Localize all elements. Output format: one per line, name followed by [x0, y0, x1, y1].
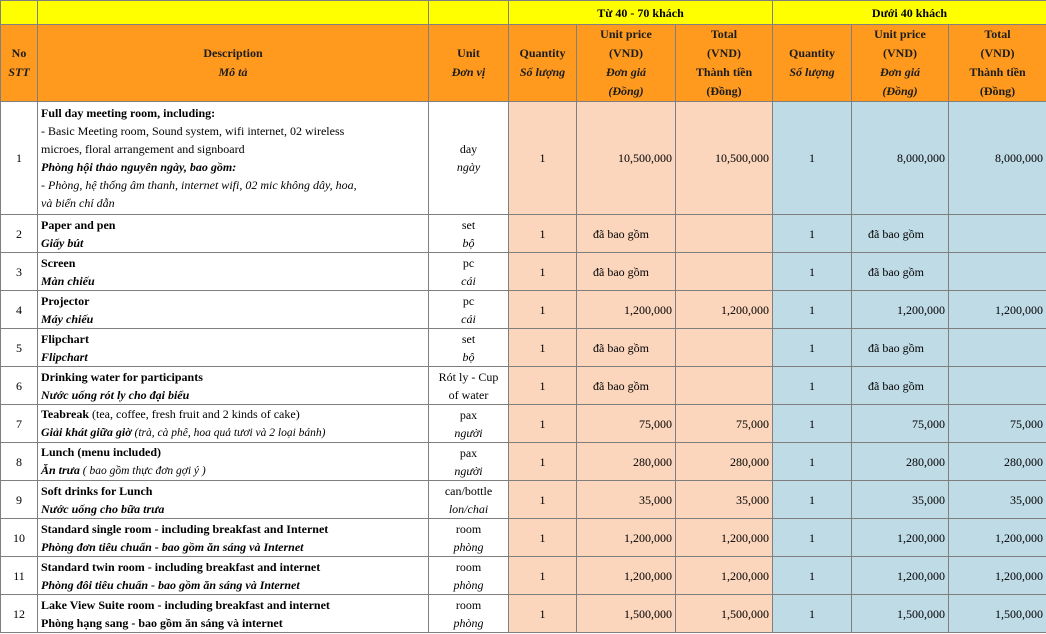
- row-description: [38, 595, 429, 633]
- desc-extra-vi: ( bao gồm thực đơn gợi ý ): [79, 465, 206, 477]
- desc-line-en: [41, 254, 425, 272]
- group-under-40-header: Dưới 40 khách: [773, 1, 1046, 25]
- col-header-unit-price-1: [577, 25, 676, 102]
- total-under-40: 35,000: [949, 481, 1046, 519]
- header-desc-vi: Mô tả: [218, 65, 248, 79]
- total-40-70: 75,000: [676, 405, 773, 443]
- price-under-40: 280,000: [852, 443, 949, 481]
- table-row: [1, 557, 1046, 595]
- qty-40-70: 1: [509, 557, 577, 595]
- qty-under-40: 1: [773, 595, 852, 633]
- price-under-40: đã bao gồm: [852, 329, 949, 367]
- qty-under-40: 1: [773, 215, 852, 253]
- row-unit: [429, 557, 509, 595]
- table-row: [1, 481, 1046, 519]
- total-40-70: 1,200,000: [676, 519, 773, 557]
- table-row: [1, 291, 1046, 329]
- desc-line-vi: [41, 386, 425, 404]
- desc-line-en: [41, 368, 425, 386]
- desc-line-vi: và biển chỉ dẫn: [41, 196, 115, 210]
- desc-title-vi: Flipchart: [41, 349, 88, 364]
- header-price-en2: (VND): [609, 46, 643, 60]
- unit-en: Rót ly - Cup: [438, 369, 499, 384]
- qty-40-70: 1: [509, 481, 577, 519]
- desc-title-vi: Phòng hội thảo nguyên ngày, bao gồm:: [41, 160, 237, 174]
- desc-line-en: [41, 216, 425, 234]
- desc-extra-en: (tea, coffee, fresh fruit and 2 kinds of cake): [89, 407, 300, 421]
- row-description: [38, 481, 429, 519]
- header-no-vi: STT: [8, 65, 30, 79]
- row-number: 9: [1, 481, 38, 519]
- desc-title-en: Projector: [41, 293, 90, 308]
- price-under-40: 1,200,000: [852, 291, 949, 329]
- row-description: [38, 291, 429, 329]
- row-description: [38, 253, 429, 291]
- total-40-70: 280,000: [676, 443, 773, 481]
- header-price-en2: (VND): [883, 46, 917, 60]
- price-under-40: đã bao gồm: [852, 367, 949, 405]
- row-description: [38, 405, 429, 443]
- total-40-70: 1,500,000: [676, 595, 773, 633]
- desc-title-vi: Màn chiếu: [41, 273, 95, 288]
- column-header-row: [1, 25, 1046, 102]
- unit-vi: lon/chai: [448, 501, 489, 516]
- group-header-row: [1, 1, 1046, 25]
- table-row: [1, 519, 1046, 557]
- header-unit-en: Unit: [457, 46, 480, 60]
- unit-vi: bộ: [462, 349, 475, 364]
- desc-line-vi: [41, 348, 425, 366]
- header-price-vi2: (Đồng): [882, 84, 918, 98]
- row-description: [38, 215, 429, 253]
- total-under-40: 8,000,000: [949, 102, 1046, 215]
- total-under-40: [949, 367, 1046, 405]
- total-under-40: [949, 215, 1046, 253]
- row-unit: [429, 215, 509, 253]
- desc-line-en: [41, 596, 425, 614]
- col-header-no: [1, 25, 38, 102]
- qty-40-70: 1: [509, 291, 577, 329]
- row-unit: [429, 405, 509, 443]
- desc-title-vi: Máy chiếu: [41, 311, 94, 326]
- desc-title-en: Soft drinks for Lunch: [41, 483, 153, 498]
- desc-line-vi: [41, 310, 425, 328]
- row-unit: [429, 329, 509, 367]
- row-number: 7: [1, 405, 38, 443]
- row-unit: [429, 291, 509, 329]
- desc-title-en: Paper and pen: [41, 217, 116, 232]
- col-header-unit: [429, 25, 509, 102]
- price-40-70: 1,200,000: [577, 519, 676, 557]
- header-qty-en: Quantity: [519, 46, 566, 60]
- row-number: 3: [1, 253, 38, 291]
- row-number: 2: [1, 215, 38, 253]
- qty-under-40: 1: [773, 367, 852, 405]
- table-row: [1, 102, 1046, 215]
- total-40-70: [676, 253, 773, 291]
- header-qty-vi: Số lượng: [519, 65, 566, 79]
- yellow-cell: [38, 1, 429, 25]
- unit-en: room: [455, 521, 482, 536]
- qty-40-70: 1: [509, 519, 577, 557]
- desc-title-en: Lunch (menu included): [41, 445, 162, 459]
- desc-title-en: Flipchart: [41, 331, 89, 346]
- unit-vi: phòng: [453, 615, 484, 630]
- desc-line-en: [41, 330, 425, 348]
- qty-40-70: 1: [509, 367, 577, 405]
- table-row: [1, 405, 1046, 443]
- group-40-70-header: Từ 40 - 70 khách: [509, 1, 773, 25]
- unit-vi: bộ: [462, 235, 475, 250]
- desc-title-en: Full day meeting room, including:: [41, 106, 216, 120]
- header-total-en1: Total: [710, 27, 738, 41]
- total-under-40: 1,200,000: [949, 291, 1046, 329]
- desc-title-vi: Giấy bút: [41, 235, 84, 250]
- header-total-en1: Total: [984, 27, 1011, 41]
- qty-40-70: 1: [509, 215, 577, 253]
- header-price-vi1: Đơn giá: [605, 65, 647, 79]
- qty-under-40: 1: [773, 291, 852, 329]
- header-price-en1: Unit price: [600, 27, 652, 41]
- desc-title-en: Teabreak: [41, 407, 90, 421]
- qty-under-40: 1: [773, 443, 852, 481]
- row-number: 12: [1, 595, 38, 633]
- price-under-40: 1,200,000: [852, 519, 949, 557]
- price-40-70: 1,500,000: [577, 595, 676, 633]
- header-qty-vi: Số lượng: [789, 65, 835, 79]
- price-under-40: đã bao gồm: [852, 253, 949, 291]
- desc-line-en: [41, 292, 425, 310]
- price-40-70: đã bao gồm: [577, 329, 676, 367]
- desc-line-vi: [41, 614, 425, 632]
- row-number: 10: [1, 519, 38, 557]
- row-description: [38, 519, 429, 557]
- desc-title-vi: Phòng đơn tiêu chuẩn - bao gồm ăn sáng và Internet: [41, 539, 304, 554]
- qty-under-40: 1: [773, 557, 852, 595]
- row-unit: [429, 367, 509, 405]
- desc-line-en: [41, 558, 425, 576]
- desc-line-vi: [41, 576, 425, 594]
- header-price-en1: Unit price: [874, 27, 926, 41]
- table-row: [1, 595, 1046, 633]
- row-description: [38, 102, 429, 215]
- qty-40-70: 1: [509, 405, 577, 443]
- total-under-40: [949, 253, 1046, 291]
- desc-title-vi: Ăn trưa: [41, 463, 80, 477]
- unit-en: room: [455, 597, 482, 612]
- price-40-70: 280,000: [577, 443, 676, 481]
- desc-line-vi: [41, 538, 425, 556]
- desc-line: - Basic Meeting room, Sound system, wifi internet, 02 wireless: [41, 124, 345, 138]
- desc-title-vi: Nước uống rót ly cho đại biểu: [41, 387, 190, 402]
- price-40-70: đã bao gồm: [577, 367, 676, 405]
- table-row: [1, 329, 1046, 367]
- desc-title-vi: Phòng hạng sang - bao gồm ăn sáng và internet: [41, 615, 283, 630]
- price-under-40: 75,000: [852, 405, 949, 443]
- unit-vi: of water: [448, 387, 489, 402]
- desc-title-en: Screen: [41, 255, 76, 270]
- desc-line-vi: [41, 272, 425, 290]
- header-desc-en: Description: [203, 46, 263, 60]
- row-number: 6: [1, 367, 38, 405]
- row-unit: [429, 519, 509, 557]
- col-header-quantity-1: [509, 25, 577, 102]
- col-header-total-2: [949, 25, 1046, 102]
- total-40-70: 10,500,000: [676, 102, 773, 215]
- price-40-70: 1,200,000: [577, 557, 676, 595]
- desc-line-vi: [41, 234, 425, 252]
- price-under-40: 1,200,000: [852, 557, 949, 595]
- header-price-vi2: (Đồng): [608, 84, 644, 98]
- row-unit: [429, 443, 509, 481]
- desc-title-vi: Phòng đôi tiêu chuẩn - bao gồm ăn sáng và Internet: [41, 577, 300, 592]
- desc-line-vi: - Phòng, hệ thống âm thanh, internet wifi, 02 mic không dây, hoa,: [41, 178, 357, 192]
- desc-line-en: [41, 482, 425, 500]
- desc-title-en: Lake View Suite room - including breakfast and internet: [41, 597, 330, 612]
- unit-vi: cái: [461, 273, 476, 288]
- unit-en: day: [459, 142, 478, 156]
- price-40-70: 75,000: [577, 405, 676, 443]
- row-number: 8: [1, 443, 38, 481]
- desc-title-vi: Nước uống cho bữa trưa: [41, 501, 165, 516]
- header-total-en2: (VND): [707, 46, 741, 60]
- qty-under-40: 1: [773, 481, 852, 519]
- qty-under-40: 1: [773, 102, 852, 215]
- row-description: [38, 329, 429, 367]
- col-header-description: [38, 25, 429, 102]
- col-header-quantity-2: [773, 25, 852, 102]
- col-header-total-1: [676, 25, 773, 102]
- price-under-40: 1,500,000: [852, 595, 949, 633]
- desc-title-vi: Giải khát giữa giờ: [41, 425, 132, 439]
- desc-line-vi: [41, 461, 425, 480]
- price-under-40: 8,000,000: [852, 102, 949, 215]
- desc-line-vi: [41, 423, 425, 442]
- unit-en: can/bottle: [444, 483, 493, 498]
- table-row: [1, 443, 1046, 481]
- unit-vi: ngày: [456, 160, 481, 174]
- desc-line-vi: [41, 500, 425, 518]
- total-under-40: 75,000: [949, 405, 1046, 443]
- row-unit: [429, 253, 509, 291]
- yellow-cell: [1, 1, 38, 25]
- yellow-cell: [429, 1, 509, 25]
- row-number: 11: [1, 557, 38, 595]
- unit-en: pc: [462, 293, 475, 308]
- price-40-70: đã bao gồm: [577, 215, 676, 253]
- total-40-70: 35,000: [676, 481, 773, 519]
- total-40-70: [676, 367, 773, 405]
- row-number: 4: [1, 291, 38, 329]
- total-40-70: [676, 215, 773, 253]
- total-40-70: 1,200,000: [676, 291, 773, 329]
- price-under-40: 35,000: [852, 481, 949, 519]
- unit-vi: phòng: [453, 539, 484, 554]
- desc-title-en: Standard single room - including breakfast and Internet: [41, 521, 329, 536]
- row-description: [38, 367, 429, 405]
- desc-line-en: [41, 405, 425, 423]
- qty-under-40: 1: [773, 329, 852, 367]
- unit-en: pax: [459, 407, 478, 422]
- qty-40-70: 1: [509, 102, 577, 215]
- unit-vi: cái: [461, 311, 476, 326]
- header-unit-vi: Đơn vị: [451, 65, 486, 79]
- unit-en: set: [461, 217, 476, 232]
- qty-40-70: 1: [509, 595, 577, 633]
- unit-vi: người: [454, 463, 483, 478]
- qty-under-40: 1: [773, 519, 852, 557]
- header-total-vi1: Thành tiền: [969, 65, 1026, 79]
- unit-en: set: [461, 331, 476, 346]
- price-40-70: 10,500,000: [577, 102, 676, 215]
- header-total-vi2: (Đồng): [706, 84, 742, 98]
- header-total-en2: (VND): [980, 46, 1015, 60]
- qty-under-40: 1: [773, 253, 852, 291]
- qty-40-70: 1: [509, 329, 577, 367]
- table-row: [1, 253, 1046, 291]
- unit-vi: người: [454, 425, 483, 440]
- total-under-40: [949, 329, 1046, 367]
- desc-extra-vi: (trà, cà phê, hoa quả tươi và 2 loại bánh): [131, 427, 326, 439]
- qty-40-70: 1: [509, 253, 577, 291]
- row-unit: [429, 595, 509, 633]
- row-description: [38, 443, 429, 481]
- row-number: 1: [1, 102, 38, 215]
- unit-en: pc: [462, 255, 475, 270]
- unit-vi: phòng: [453, 577, 484, 592]
- total-40-70: 1,200,000: [676, 557, 773, 595]
- desc-line-en: [41, 520, 425, 538]
- row-unit: [429, 481, 509, 519]
- col-header-unit-price-2: [852, 25, 949, 102]
- row-description: [38, 557, 429, 595]
- desc-line: microes, floral arrangement and signboard: [41, 142, 245, 156]
- total-under-40: 1,200,000: [949, 519, 1046, 557]
- table-row: [1, 367, 1046, 405]
- row-number: 5: [1, 329, 38, 367]
- total-under-40: 280,000: [949, 443, 1046, 481]
- total-under-40: 1,500,000: [949, 595, 1046, 633]
- desc-title-en: Standard twin room - including breakfast and internet: [41, 559, 321, 574]
- price-under-40: đã bao gồm: [852, 215, 949, 253]
- header-total-vi2: (Đồng): [979, 84, 1016, 98]
- header-qty-en: Quantity: [788, 46, 835, 60]
- desc-line-en: [41, 443, 425, 461]
- row-unit: [429, 102, 509, 215]
- header-total-vi1: Thành tiền: [695, 65, 753, 79]
- unit-en: pax: [459, 445, 478, 460]
- price-40-70: đã bao gồm: [577, 253, 676, 291]
- unit-en: room: [455, 559, 482, 574]
- header-price-vi1: Đơn giá: [879, 65, 921, 79]
- qty-under-40: 1: [773, 405, 852, 443]
- total-under-40: 1,200,000: [949, 557, 1046, 595]
- table-row: [1, 215, 1046, 253]
- header-no-en: No: [11, 46, 27, 60]
- price-40-70: 35,000: [577, 481, 676, 519]
- total-40-70: [676, 329, 773, 367]
- qty-40-70: 1: [509, 443, 577, 481]
- price-40-70: 1,200,000: [577, 291, 676, 329]
- desc-title-en: Drinking water for participants: [41, 369, 203, 384]
